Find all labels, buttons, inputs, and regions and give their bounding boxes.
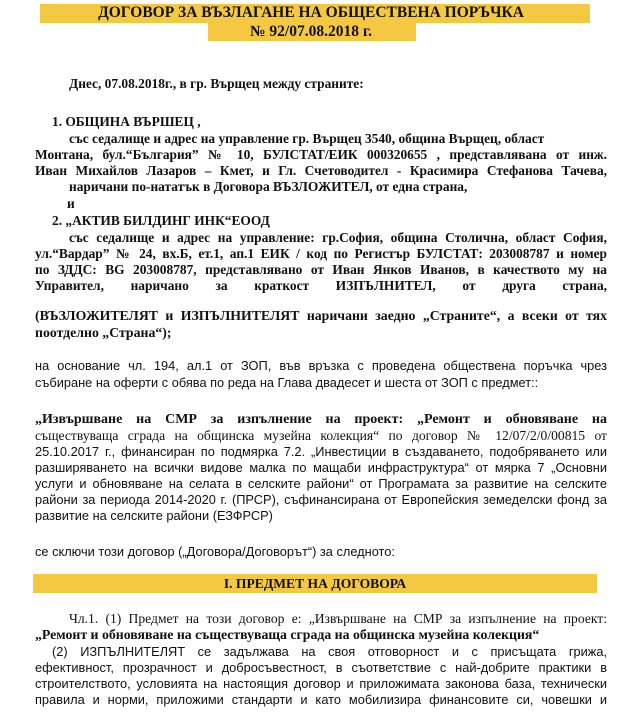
concluded-line: се сключи този договор („Договора/Договорът“) за следното: xyxy=(35,544,395,559)
art1-p2-line-2: ефективност, прозрачност и добросъвестност, в съответствие с най-добрите практики в xyxy=(35,660,607,675)
basis-line-1: на основание чл. 194, ал.1 от ЗОП, във връзка с проведена обществена поръчка чрез xyxy=(35,358,607,373)
party1-heading: 1. ОБЩИНА ВЪРШЕЦ , xyxy=(52,114,201,129)
art1-line-1: Чл.1. (1) Предмет на този договор е: „Извършване на СМР за изпълнение на проект: xyxy=(69,611,607,626)
party2-line-1: със седалище и адрес на управление: гр.София, община Столична, област София, xyxy=(69,230,607,245)
party2-heading: 2. „АКТИВ БИЛДИНГ ИНК“ЕООД xyxy=(52,213,270,228)
subject-line-1: „Извършване на СМР за изпълнение на проект: „Ремонт и обновяване на xyxy=(35,412,607,427)
art1-line-2: „Ремонт и обновяване на съществуваща сграда на общинска музейна колекция“ xyxy=(35,627,540,642)
intro-line: Днес, 07.08.2018г., в гр. Върщец между страните: xyxy=(69,76,364,91)
party1-line-2: Монтана, бул.“България” № 10, БУЛСТАТ/ЕИК 000320655 , представлявана от инж. xyxy=(35,147,607,162)
party1-line-3: Иван Михайлов Лазаров – Кмет, и Гл. Счетоводител - Красимира Стефанова Тачева, xyxy=(35,163,607,178)
subject-line-7: развитие на селските райони (ЕЗФРСР) xyxy=(35,508,273,523)
art1-p2-line-4: правила и норми, приложими стандарти и като мобилизира финансовите си, човешки и xyxy=(35,692,607,707)
contract-title: ДОГОВОР ЗА ВЪЗЛАГАНЕ НА ОБЩЕСТВЕНА ПОРЪЧКА xyxy=(98,4,524,21)
party1-line-4: наричани по-нататък в Договора ВЪЗЛОЖИТЕЛ, от една страна, xyxy=(69,179,468,194)
art1-p2-line-1: (2) ИЗПЪЛНИТЕЛЯТ се задължава на своя отговорност и с присъщата грижа, xyxy=(52,644,607,659)
art1-p2-line-3: строителството, условията на настоящия договор и приложимата законова база, технически xyxy=(35,676,607,691)
subject-line-6: райони за периода 2014-2020 г. (ПРСР), съфинансирана от Европейския земеделски фонд за xyxy=(35,492,607,507)
section-heading: I. ПРЕДМЕТ НА ДОГОВОРА xyxy=(223,576,407,591)
contract-number: № 92/07.08.2018 г. xyxy=(249,23,373,40)
together-line-2: поотделно „Страна“); xyxy=(35,325,172,340)
party2-line-2: ул.“Вардар” № 24, вх.Б, ет.1, ап.1 ЕИК / код по Регистър БУЛСТАТ: 203008787 и номер xyxy=(35,246,607,261)
subject-line-3: 25.10.2017 г., финансиран по подмярка 7.2. „Инвестиции в създаването, подобряването или xyxy=(35,444,607,459)
subject-line-4: разширяването на всички видове малка по мащаби инфраструктура“ от мярка 7 „Основни xyxy=(35,460,607,475)
subject-line-2: съществуваща сграда на общинска музейна колекция“ по договор № 12/07/2/0/00815 от xyxy=(35,428,607,443)
party-conjunction: и xyxy=(67,196,75,211)
party2-line-4: Управител, наричано за краткост ИЗПЪЛНИТЕЛ, от друга страна, xyxy=(35,278,607,293)
party2-line-3: по ЗДДС: BG 203008787, представлявано от Иван Янков Иванов, в качеството му на xyxy=(35,262,607,277)
subject-line-5: услуги и обновяване на селата в селските райони“ от Програмата за развитие на селските xyxy=(35,476,607,491)
together-line-1: (ВЪЗЛОЖИТЕЛЯТ и ИЗПЪЛНИТЕЛЯТ наричани заедно „Страните“, а всеки от тях xyxy=(35,308,607,323)
basis-line-2: събиране на оферти с обява по реда на Глава двадесет и шеста от ЗОП с предмет:: xyxy=(35,375,539,390)
party1-line-1: със седалище и адрес на управление гр. Върщец 3540, община Върщец, област xyxy=(69,131,545,146)
